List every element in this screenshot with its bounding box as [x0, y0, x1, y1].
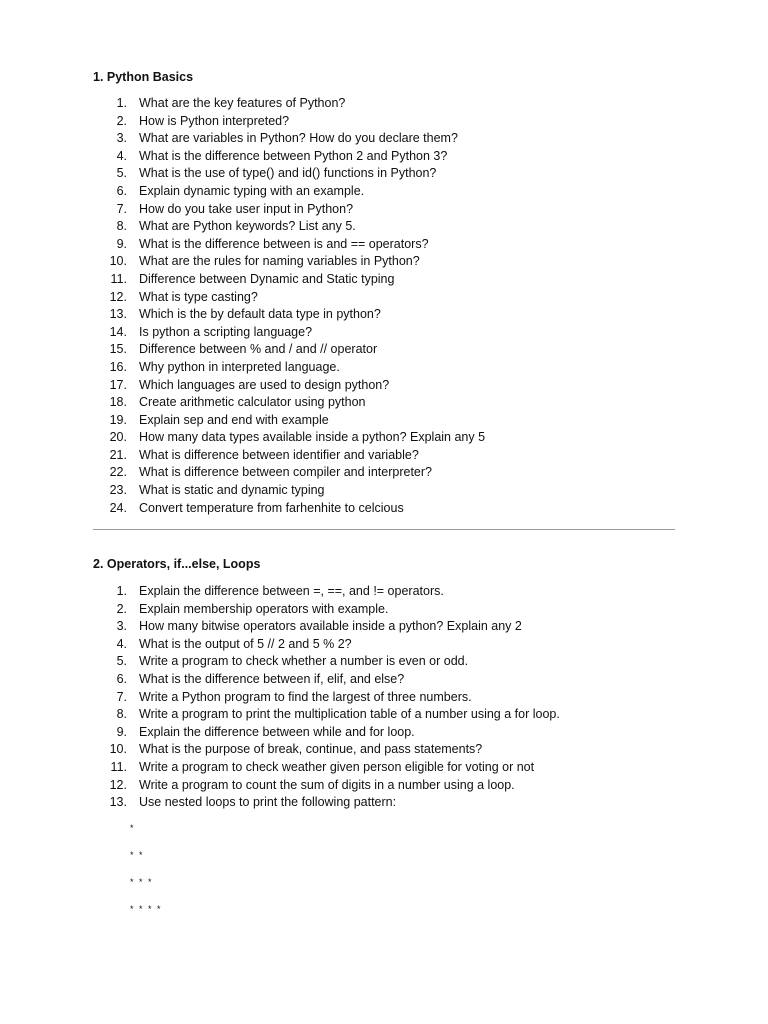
- item-number: 22.: [109, 465, 127, 480]
- item-number: 4.: [116, 636, 127, 651]
- item-number: 17.: [109, 377, 127, 392]
- item-number: 12.: [109, 289, 127, 304]
- item-number: 16.: [109, 359, 127, 374]
- item-number: 10.: [109, 742, 127, 757]
- item-text: Write a program to count the sum of digits in a number using a loop.: [139, 777, 515, 792]
- item-number: 11.: [110, 759, 127, 774]
- item-text: What is the use of type() and id() functions in Python?: [139, 166, 437, 181]
- item-text: What is difference between identifier and variable?: [139, 447, 419, 462]
- item-number: 24.: [109, 500, 127, 515]
- item-number: 8.: [116, 219, 127, 234]
- item-text: What are the key features of Python?: [139, 96, 346, 110]
- item-number: 14.: [109, 324, 127, 339]
- item-number: 5.: [116, 166, 127, 181]
- item-number: 1.: [116, 584, 127, 598]
- item-text: Use nested loops to print the following pattern:: [139, 795, 397, 810]
- item-number: 4.: [116, 148, 127, 163]
- item-number: 21.: [109, 447, 127, 462]
- item-text: What are Python keywords? List any 5.: [139, 219, 356, 234]
- item-number: 2.: [116, 113, 127, 128]
- item-number: 9.: [116, 724, 127, 739]
- item-text: What is type casting?: [139, 289, 258, 304]
- pattern-line: * * *: [130, 877, 154, 887]
- item-text: Write a program to check weather given person eligible for voting or not: [139, 759, 535, 774]
- pattern-line: * *: [130, 850, 145, 860]
- item-number: 6.: [116, 183, 127, 198]
- item-text: Why python in interpreted language.: [139, 359, 340, 374]
- item-text: How many bitwise operators available inside a python? Explain any 2: [139, 619, 522, 634]
- pattern-line: *: [130, 823, 136, 833]
- item-number: 7.: [116, 201, 127, 216]
- pattern-line: * * * *: [130, 904, 163, 914]
- item-text: Explain membership operators with example.: [139, 601, 389, 616]
- item-number: 18.: [109, 395, 127, 410]
- section-heading-python-basics: 1. Python Basics: [93, 70, 194, 84]
- item-number: 12.: [109, 777, 127, 792]
- item-number: 5.: [116, 654, 127, 669]
- item-text: How do you take user input in Python?: [139, 201, 354, 216]
- item-text: Convert temperature from farhenhite to celcious: [139, 500, 404, 515]
- item-number: 8.: [116, 707, 127, 722]
- item-text: Explain dynamic typing with an example.: [139, 183, 365, 198]
- item-number: 6.: [116, 671, 127, 686]
- item-number: 13.: [109, 307, 127, 322]
- item-text: Write a program to print the multiplication table of a number using a for loop.: [139, 707, 560, 722]
- section-heading-operators-loops: 2. Operators, if...else, Loops: [93, 557, 261, 571]
- item-number: 9.: [116, 236, 127, 251]
- item-text: What is the difference between is and == operators?: [139, 236, 429, 251]
- item-text: What are the rules for naming variables in Python?: [139, 254, 420, 269]
- item-text: What is the purpose of break, continue, and pass statements?: [139, 742, 483, 757]
- item-number: 7.: [116, 689, 127, 704]
- item-number: 2.: [116, 601, 127, 616]
- item-text: Write a Python program to find the largest of three numbers.: [139, 689, 472, 704]
- item-number: 23.: [109, 483, 127, 498]
- item-text: Difference between % and / and // operator: [139, 342, 378, 357]
- item-text: What is the difference between if, elif, and else?: [139, 671, 405, 686]
- item-text: How is Python interpreted?: [139, 113, 290, 128]
- item-text: Write a program to check whether a number is even or odd.: [139, 654, 469, 669]
- item-text: What is static and dynamic typing: [139, 483, 325, 498]
- item-number: 1.: [116, 96, 127, 110]
- item-text: What is the output of 5 // 2 and 5 % 2?: [139, 636, 352, 651]
- item-text: What is the difference between Python 2 and Python 3?: [139, 148, 448, 163]
- item-text: Difference between Dynamic and Static typing: [139, 271, 395, 286]
- item-text: Create arithmetic calculator using python: [139, 395, 366, 410]
- item-number: 20.: [109, 430, 127, 445]
- item-text: Explain the difference between while and for loop.: [139, 724, 415, 739]
- item-number: 3.: [116, 619, 127, 634]
- item-text: How many data types available inside a python? Explain any 5: [139, 430, 486, 445]
- item-text: What is difference between compiler and interpreter?: [139, 465, 432, 480]
- item-text: What are variables in Python? How do you declare them?: [139, 131, 458, 146]
- item-text: Which is the by default data type in python?: [139, 307, 381, 322]
- item-number: 11.: [110, 271, 127, 286]
- item-number: 15.: [109, 342, 127, 357]
- section-divider: [93, 529, 675, 530]
- item-text: Explain the difference between =, ==, and != operators.: [139, 584, 444, 598]
- item-number: 10.: [109, 254, 127, 269]
- item-number: 13.: [109, 795, 127, 810]
- item-number: 19.: [109, 412, 127, 427]
- item-number: 3.: [116, 131, 127, 146]
- item-text: Is python a scripting language?: [139, 324, 313, 339]
- item-text: Which languages are used to design python?: [139, 377, 390, 392]
- item-text: Explain sep and end with example: [139, 412, 329, 427]
